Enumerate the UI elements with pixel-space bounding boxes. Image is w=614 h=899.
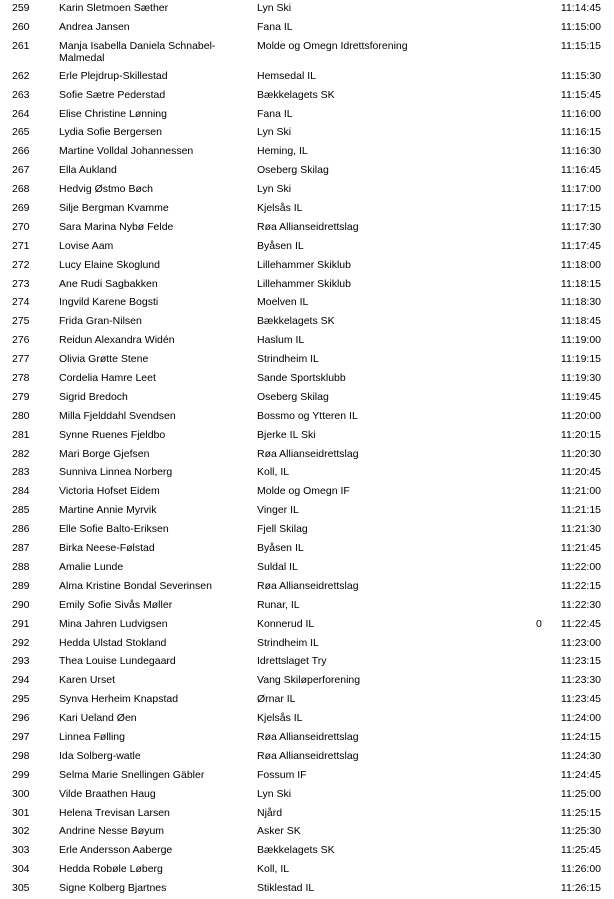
table-row <box>0 181 614 200</box>
athlete-name: Sofie Sætre Pederstad <box>59 88 166 101</box>
start-number: 296 <box>12 712 30 725</box>
table-row <box>0 370 614 389</box>
club-name: Runar, IL <box>257 598 300 611</box>
club-name: Moelven IL <box>257 296 309 309</box>
club-name: Molde og Omegn IF <box>257 485 350 498</box>
athlete-name: Helena Trevisan Larsen <box>59 806 170 819</box>
table-row <box>0 748 614 767</box>
table-row <box>0 143 614 162</box>
club-name: Oseberg Skilag <box>257 164 329 177</box>
club-name: Haslum IL <box>257 334 305 347</box>
start-time: 11:26:15 <box>560 882 601 895</box>
start-time: 11:16:00 <box>560 107 601 120</box>
club-name: Fana IL <box>257 20 293 33</box>
athlete-name: Elise Christine Lønning <box>59 107 167 120</box>
table-row <box>0 729 614 748</box>
start-time: 11:15:00 <box>560 20 601 33</box>
start-number: 262 <box>12 69 30 82</box>
club-name: Koll, IL <box>257 466 290 479</box>
athlete-name: Sara Marina Nybø Felde <box>59 220 174 233</box>
start-time: 11:24:00 <box>560 712 601 725</box>
start-number: 295 <box>12 693 30 706</box>
club-name: Hemsedal IL <box>257 69 316 82</box>
start-time: 11:16:15 <box>560 126 601 139</box>
athlete-name: Karen Urset <box>59 674 116 687</box>
start-number: 292 <box>12 636 30 649</box>
club-name: Bækkelagets SK <box>257 315 335 328</box>
start-time: 11:18:45 <box>560 315 601 328</box>
start-time: 11:23:30 <box>560 674 601 687</box>
table-row <box>0 0 614 19</box>
start-time: 11:25:00 <box>560 787 601 800</box>
start-time: 11:22:30 <box>560 598 601 611</box>
athlete-name: Ingvild Karene Bogsti <box>59 296 159 309</box>
club-name: Kjelsås IL <box>257 202 303 215</box>
table-row <box>0 106 614 125</box>
start-time: 11:17:00 <box>560 183 601 196</box>
club-name: Røa Allianseidrettslag <box>257 730 359 743</box>
table-row <box>0 238 614 257</box>
club-name: Røa Allianseidrettslag <box>257 749 359 762</box>
athlete-name: Sunniva Linnea Norberg <box>59 466 173 479</box>
club-name: Njård <box>257 806 283 819</box>
start-number: 277 <box>12 353 30 366</box>
table-row <box>0 389 614 408</box>
start-number: 284 <box>12 485 30 498</box>
club-name: Koll, IL <box>257 863 290 876</box>
club-name: Lyn Ski <box>257 2 292 14</box>
athlete-name: Signe Kolberg Bjartnes <box>59 882 167 895</box>
athlete-name: Lydia Sofie Bergersen <box>59 126 162 139</box>
club-name: Molde og Omegn Idrettsforening <box>257 39 408 52</box>
start-time: 11:21:45 <box>560 542 601 555</box>
start-time: 11:24:15 <box>560 730 601 743</box>
table-row <box>0 502 614 521</box>
start-number: 259 <box>12 2 30 14</box>
club-name: Strindheim IL <box>257 636 319 649</box>
table-row <box>0 351 614 370</box>
club-name: Røa Allianseidrettslag <box>257 220 359 233</box>
club-name: Lyn Ski <box>257 126 292 139</box>
start-number: 279 <box>12 390 30 403</box>
athlete-name: Martine Annie Myrvik <box>59 504 157 517</box>
start-time: 11:19:45 <box>560 390 601 403</box>
club-name: Suldal IL <box>257 560 298 573</box>
table-row <box>0 87 614 106</box>
table-row <box>0 124 614 143</box>
table-row <box>0 19 614 38</box>
table-row <box>0 842 614 861</box>
athlete-name: Lovise Aam <box>59 239 114 252</box>
athlete-name: Karin Sletmoen Sæther <box>59 2 169 14</box>
club-name: Oseberg Skilag <box>257 390 329 403</box>
start-number: 267 <box>12 164 30 177</box>
start-time: 11:23:45 <box>560 693 601 706</box>
start-time: 11:21:15 <box>560 504 601 517</box>
start-number: 263 <box>12 88 30 101</box>
table-row <box>0 823 614 842</box>
athlete-name: Linnea Følling <box>59 730 125 743</box>
start-time: 11:19:00 <box>560 334 601 347</box>
athlete-name: Hedvig Østmo Bøch <box>59 183 153 196</box>
club-name: Bossmo og Ytteren IL <box>257 409 358 422</box>
start-number: 264 <box>12 107 30 120</box>
start-number: 273 <box>12 277 30 290</box>
start-number: 261 <box>12 39 30 52</box>
club-name: Fjell Skilag <box>257 523 308 536</box>
start-number: 275 <box>12 315 30 328</box>
table-row <box>0 805 614 824</box>
start-number: 305 <box>12 882 30 895</box>
athlete-name: Andrea Jansen <box>59 20 130 33</box>
table-row <box>0 427 614 446</box>
start-time: 11:25:30 <box>560 825 601 838</box>
start-number: 286 <box>12 523 30 536</box>
start-number: 269 <box>12 202 30 215</box>
table-row <box>0 597 614 616</box>
table-row <box>0 880 614 899</box>
start-number: 272 <box>12 258 30 271</box>
athlete-name: Emily Sofie Sivås Møller <box>59 598 173 611</box>
club-name: Ørnar IL <box>257 693 296 706</box>
start-time: 11:20:45 <box>560 466 601 479</box>
athlete-name: Kari Ueland Øen <box>59 712 137 725</box>
athlete-name: Ella Aukland <box>59 164 117 177</box>
start-number: 260 <box>12 20 30 33</box>
table-row <box>0 68 614 87</box>
start-number: 268 <box>12 183 30 196</box>
start-time: 11:20:15 <box>560 428 601 441</box>
table-row <box>0 464 614 483</box>
athlete-name: Ida Solberg-watle <box>59 749 141 762</box>
club-name: Vinger IL <box>257 504 299 517</box>
athlete-name: Hedda Robøle Løberg <box>59 863 163 876</box>
club-name: Sande Sportsklubb <box>257 372 346 385</box>
club-name: Konnerud IL <box>257 617 315 630</box>
athlete-name: Erle Andersson Aaberge <box>59 844 173 857</box>
start-number: 298 <box>12 749 30 762</box>
club-name: Lillehammer Skiklub <box>257 277 351 290</box>
athlete-name: Andrine Nesse Bøyum <box>59 825 165 838</box>
club-name: Bækkelagets SK <box>257 844 335 857</box>
start-time: 11:14:45 <box>560 2 601 14</box>
athlete-name: Victoria Hofset Eidem <box>59 485 160 498</box>
athlete-name: Elle Sofie Balto-Eriksen <box>59 523 169 536</box>
start-time: 11:18:00 <box>560 258 601 271</box>
start-time: 11:24:30 <box>560 749 601 762</box>
athlete-name: Olivia Grøtte Stene <box>59 353 149 366</box>
athlete-name: Lucy Elaine Skoglund <box>59 258 160 271</box>
start-number: 285 <box>12 504 30 517</box>
start-time: 11:18:15 <box>560 277 601 290</box>
start-time: 11:25:45 <box>560 844 601 857</box>
start-time: 11:20:30 <box>560 447 601 460</box>
club-name: Byåsen IL <box>257 542 304 555</box>
athlete-name: Vilde Braathen Haug <box>59 787 156 800</box>
table-row <box>0 540 614 559</box>
table-row <box>0 219 614 238</box>
athlete-name: Frida Gran-Nilsen <box>59 315 142 328</box>
club-name: Strindheim IL <box>257 353 319 366</box>
table-row <box>0 653 614 672</box>
start-number: 281 <box>12 428 30 441</box>
start-number: 276 <box>12 334 30 347</box>
table-row <box>0 38 614 68</box>
club-name: Fossum IF <box>257 768 307 781</box>
athlete-name: Martine Volldal Johannessen <box>59 145 194 158</box>
start-number: 274 <box>12 296 30 309</box>
start-time: 11:21:30 <box>560 523 601 536</box>
start-time: 11:17:15 <box>560 202 601 215</box>
start-number: 287 <box>12 542 30 555</box>
start-time: 11:19:15 <box>560 353 601 366</box>
start-time: 11:23:00 <box>560 636 601 649</box>
club-name: Lillehammer Skiklub <box>257 258 351 271</box>
table-row <box>0 786 614 805</box>
athlete-name: Birka Neese-Følstad <box>59 542 155 555</box>
start-number: 289 <box>12 579 30 592</box>
club-name: Byåsen IL <box>257 239 304 252</box>
start-time: 11:25:15 <box>560 806 601 819</box>
start-number: 282 <box>12 447 30 460</box>
athlete-name: Ane Rudi Sagbakken <box>59 277 158 290</box>
start-time: 11:22:15 <box>560 579 601 592</box>
table-row <box>0 276 614 295</box>
table-row <box>0 710 614 729</box>
table-row <box>0 408 614 427</box>
athlete-name: Manja Isabella Daniela Schnabel-Malmedal <box>59 39 216 64</box>
start-number: 266 <box>12 145 30 158</box>
start-number: 294 <box>12 674 30 687</box>
start-number: 270 <box>12 220 30 233</box>
athlete-name: Amalie Lunde <box>59 560 124 573</box>
club-name: Lyn Ski <box>257 787 292 800</box>
table-row <box>0 483 614 502</box>
athlete-name: Reidun Alexandra Widén <box>59 334 175 347</box>
athlete-name: Selma Marie Snellingen Gäbler <box>59 768 205 781</box>
start-time: 11:20:00 <box>560 409 601 422</box>
start-number: 303 <box>12 844 30 857</box>
start-time: 11:23:15 <box>560 655 601 668</box>
athlete-name: Thea Louise Lundegaard <box>59 655 176 668</box>
table-row <box>0 162 614 181</box>
start-number: 265 <box>12 126 30 139</box>
club-name: Idrettslaget Try <box>257 655 327 668</box>
start-number: 300 <box>12 787 30 800</box>
start-number: 288 <box>12 560 30 573</box>
start-number: 297 <box>12 730 30 743</box>
start-number: 278 <box>12 372 30 385</box>
athlete-name: Cordelia Hamre Leet <box>59 372 156 385</box>
club-name: Røa Allianseidrettslag <box>257 447 359 460</box>
start-number: 293 <box>12 655 30 668</box>
club-name: Fana IL <box>257 107 293 120</box>
athlete-name: Hedda Ulstad Stokland <box>59 636 167 649</box>
start-time: 11:19:30 <box>560 372 601 385</box>
table-row <box>0 200 614 219</box>
start-time: 11:24:45 <box>560 768 601 781</box>
start-time: 11:17:30 <box>560 220 601 233</box>
start-time: 11:15:45 <box>560 88 601 101</box>
table-row <box>0 861 614 880</box>
table-row <box>0 521 614 540</box>
athlete-name: Mina Jahren Ludvigsen <box>59 617 168 630</box>
athlete-name: Milla Fjelddahl Svendsen <box>59 409 176 422</box>
table-row <box>0 672 614 691</box>
athlete-name: Synne Ruenes Fjeldbo <box>59 428 166 441</box>
table-row <box>0 332 614 351</box>
club-name: Røa Allianseidrettslag <box>257 579 359 592</box>
start-number: 291 <box>12 617 30 630</box>
start-time: 11:15:30 <box>560 69 601 82</box>
start-number: 280 <box>12 409 30 422</box>
club-name: Kjelsås IL <box>257 712 303 725</box>
start-number: 299 <box>12 768 30 781</box>
start-time: 11:22:00 <box>560 560 601 573</box>
start-time: 11:22:45 <box>560 617 601 630</box>
club-name: Stiklestad IL <box>257 882 315 895</box>
start-time: 11:16:45 <box>560 164 601 177</box>
start-number: 301 <box>12 806 30 819</box>
start-number: 302 <box>12 825 30 838</box>
start-time: 11:21:00 <box>560 485 601 498</box>
club-name: Bækkelagets SK <box>257 88 335 101</box>
extra-value: 0 <box>536 617 542 630</box>
athlete-name: Erle Plejdrup-Skillestad <box>59 69 168 82</box>
club-name: Heming, IL <box>257 145 308 158</box>
table-row <box>0 578 614 597</box>
start-number: 290 <box>12 598 30 611</box>
start-time: 11:17:45 <box>560 239 601 252</box>
start-time: 11:15:15 <box>560 39 601 52</box>
athlete-name: Mari Borge Gjefsen <box>59 447 150 460</box>
table-row <box>0 559 614 578</box>
club-name: Asker SK <box>257 825 301 838</box>
athlete-name: Silje Bergman Kvamme <box>59 202 169 215</box>
athlete-name: Synva Herheim Knapstad <box>59 693 179 706</box>
table-row <box>0 616 614 635</box>
start-time: 11:16:30 <box>560 145 601 158</box>
start-number: 283 <box>12 466 30 479</box>
start-number: 304 <box>12 863 30 876</box>
table-row <box>0 313 614 332</box>
table-row <box>0 767 614 786</box>
start-time: 11:18:30 <box>560 296 601 309</box>
club-name: Bjerke IL Ski <box>257 428 316 441</box>
start-number: 271 <box>12 239 30 252</box>
start-time: 11:26:00 <box>560 863 601 876</box>
table-row <box>0 446 614 465</box>
table-row <box>0 257 614 276</box>
club-name: Vang Skiløperforening <box>257 674 361 687</box>
table-row <box>0 635 614 654</box>
table-row <box>0 294 614 313</box>
athlete-name: Alma Kristine Bondal Severinsen <box>59 579 212 592</box>
table-row <box>0 691 614 710</box>
club-name: Lyn Ski <box>257 183 292 196</box>
athlete-name: Sigrid Bredoch <box>59 390 128 403</box>
